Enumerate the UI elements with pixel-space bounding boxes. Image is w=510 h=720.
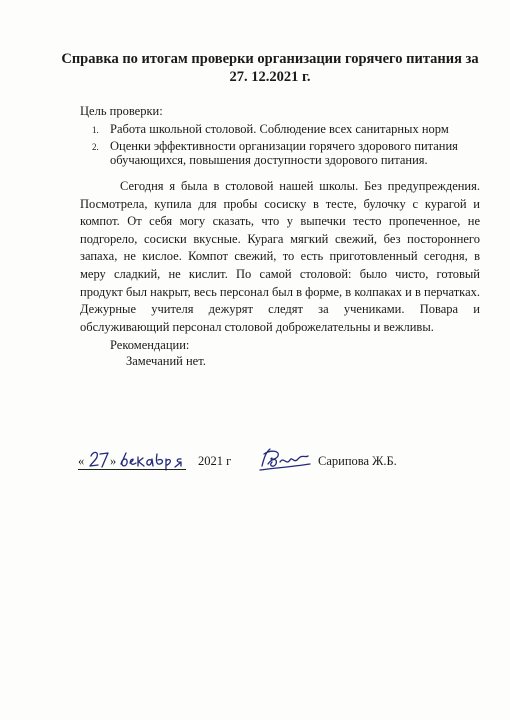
signer-name: Сарипова Ж.Б. <box>318 454 397 468</box>
date-underline <box>78 469 186 470</box>
handwritten-signature <box>256 444 312 476</box>
goal-item <box>80 122 480 137</box>
recommendations-label: Рекомендации: <box>110 338 190 352</box>
goals-list <box>80 122 480 170</box>
date-year: 2021 г <box>198 454 232 468</box>
recommendations-text: Замечаний нет. <box>126 354 206 368</box>
goal-item <box>80 139 480 168</box>
date-quote-open: « <box>78 454 85 468</box>
goal-label: Цель проверки: <box>80 104 163 118</box>
date-quote-close: » <box>110 454 117 468</box>
goal-number: 1. <box>92 125 99 135</box>
goal-text: Работа школьной столовой. Соблюдение всех санитарных норм <box>110 122 449 136</box>
inspection-body-text: Сегодня я была в столовой нашей школы. Без предупреждения. Посмотрела, купила для пробы сосиску в тесте, булочку с курагой и компот. От себя могу сказать, что у выпечки тесто пропеченное, не подгорело, сосиски вкусные. Курага мягкий свежий, без постороннего запаха, не кислое. Компот свежий, то есть приготовленный сегодня, в меру сладкий, не кислит. По самой столовой: было чисто, готовый продукт был накрыт, весь персонал был в форме, в колпаках и в перчатках. Дежурные учителя дежурят следят за учениками. Повара и обслуживающий персонал столовой доброжелательны и вежливы. <box>80 179 480 334</box>
document-title: Справка по итогам проверки организации горячего питания за 27. 12.2021 г. <box>61 51 479 85</box>
signature-block <box>78 448 498 478</box>
handwritten-day <box>88 448 110 470</box>
goal-text: Оценки эффективности организации горячего здорового питания обучающихся, повышения доступности здорового питания. <box>110 138 458 167</box>
goal-number: 2. <box>92 141 99 152</box>
